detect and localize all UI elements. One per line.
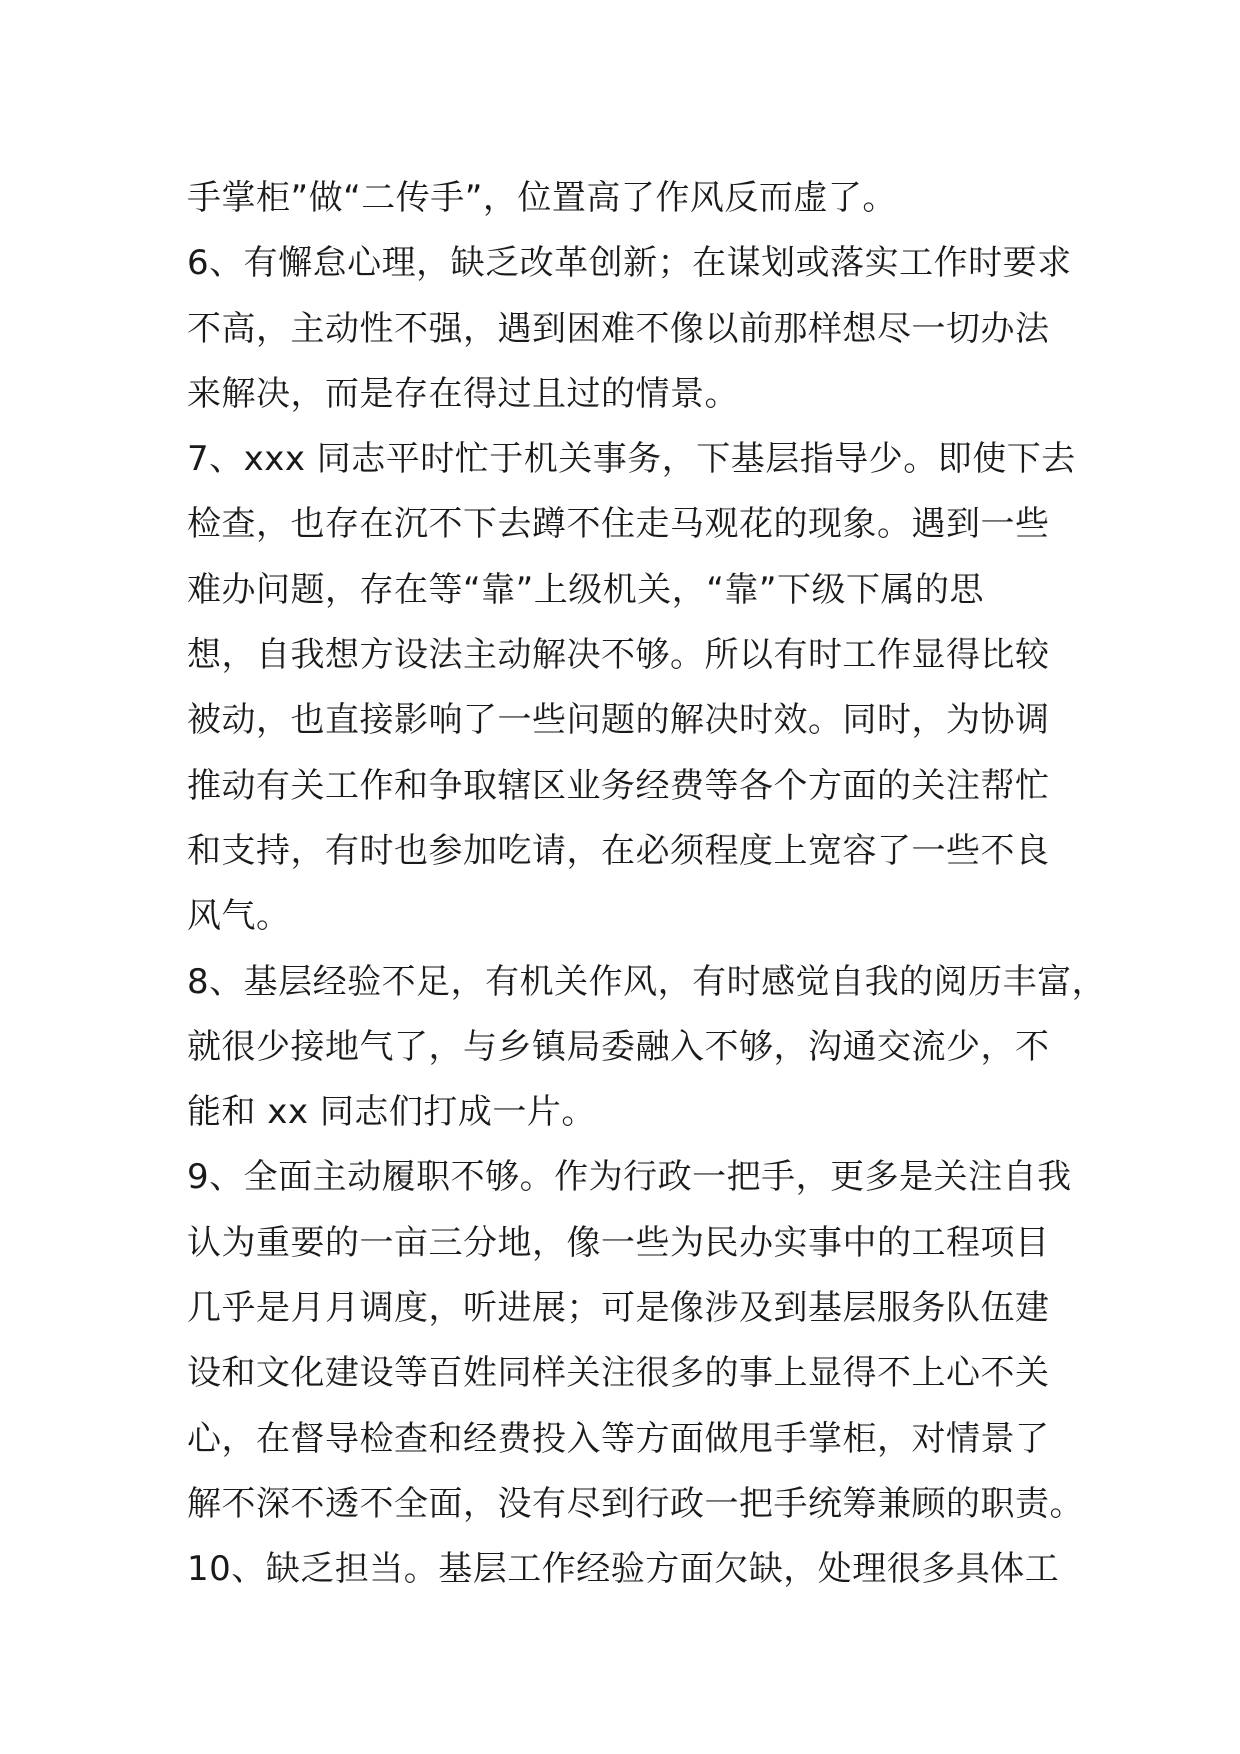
- text-line: 几乎是月月调度，听进展；可是像涉及到基层服务队伍建: [187, 1288, 1050, 1329]
- text-line: 检查，也存在沉不下去蹲不住走马观花的现象。遇到一些: [187, 504, 1050, 545]
- text-line: 解不深不透不全面，没有尽到行政一把手统筹兼顾的职责。: [187, 1483, 1084, 1524]
- text-line: 风气。: [187, 896, 291, 937]
- text-line: 和支持，有时也参加吃请，在必须程度上宽容了一些不良: [187, 830, 1050, 871]
- text-line: 被动，也直接影响了一些问题的解决时效。同时，为协调: [187, 700, 1050, 741]
- text-line: 就很少接地气了，与乡镇局委融入不够，沟通交流少，不: [187, 1026, 1050, 1067]
- text-line: 手掌柜”做“二传手”，位置高了作风反而虚了。: [187, 178, 897, 218]
- text-line: 心，在督导检查和经费投入等方面做甩手掌柜，对情景了: [187, 1418, 1050, 1459]
- text-line: 推动有关工作和争取辖区业务经费等各个方面的关注帮忙: [187, 765, 1050, 806]
- text-line: 7、xxx 同志平时忙于机关事务，下基层指导少。即使下去: [187, 439, 1076, 480]
- body-text: [187, 166, 1107, 1603]
- text-line: 10、缺乏担当。基层工作经验方面欠缺，处理很多具体工: [187, 1549, 1060, 1590]
- text-line: 设和文化建设等百姓同样关注很多的事上显得不上心不关: [187, 1353, 1050, 1394]
- text-line: 来解决，而是存在得过且过的情景。: [187, 373, 739, 414]
- text-line: 不高，主动性不强，遇到困难不像以前那样想尽一切办法: [187, 308, 1050, 349]
- text-line: 想，自我想方设法主动解决不够。所以有时工作显得比较: [187, 635, 1050, 676]
- text-line: 8、基层经验不足，有机关作风，有时感觉自我的阅历丰富，: [187, 961, 1107, 1002]
- text-line: 认为重要的一亩三分地，像一些为民办实事中的工程项目: [187, 1222, 1050, 1263]
- text-line: 能和 xx 同志们打成一片。: [187, 1092, 596, 1133]
- text-line: 9、全面主动履职不够。作为行政一把手，更多是关注自我: [187, 1157, 1072, 1198]
- text-line: 6、有懈怠心理，缺乏改革创新；在谋划或落实工作时要求: [187, 243, 1072, 284]
- text-line: 难办问题，存在等“靠”上级机关，“靠”下级下属的思: [187, 569, 984, 610]
